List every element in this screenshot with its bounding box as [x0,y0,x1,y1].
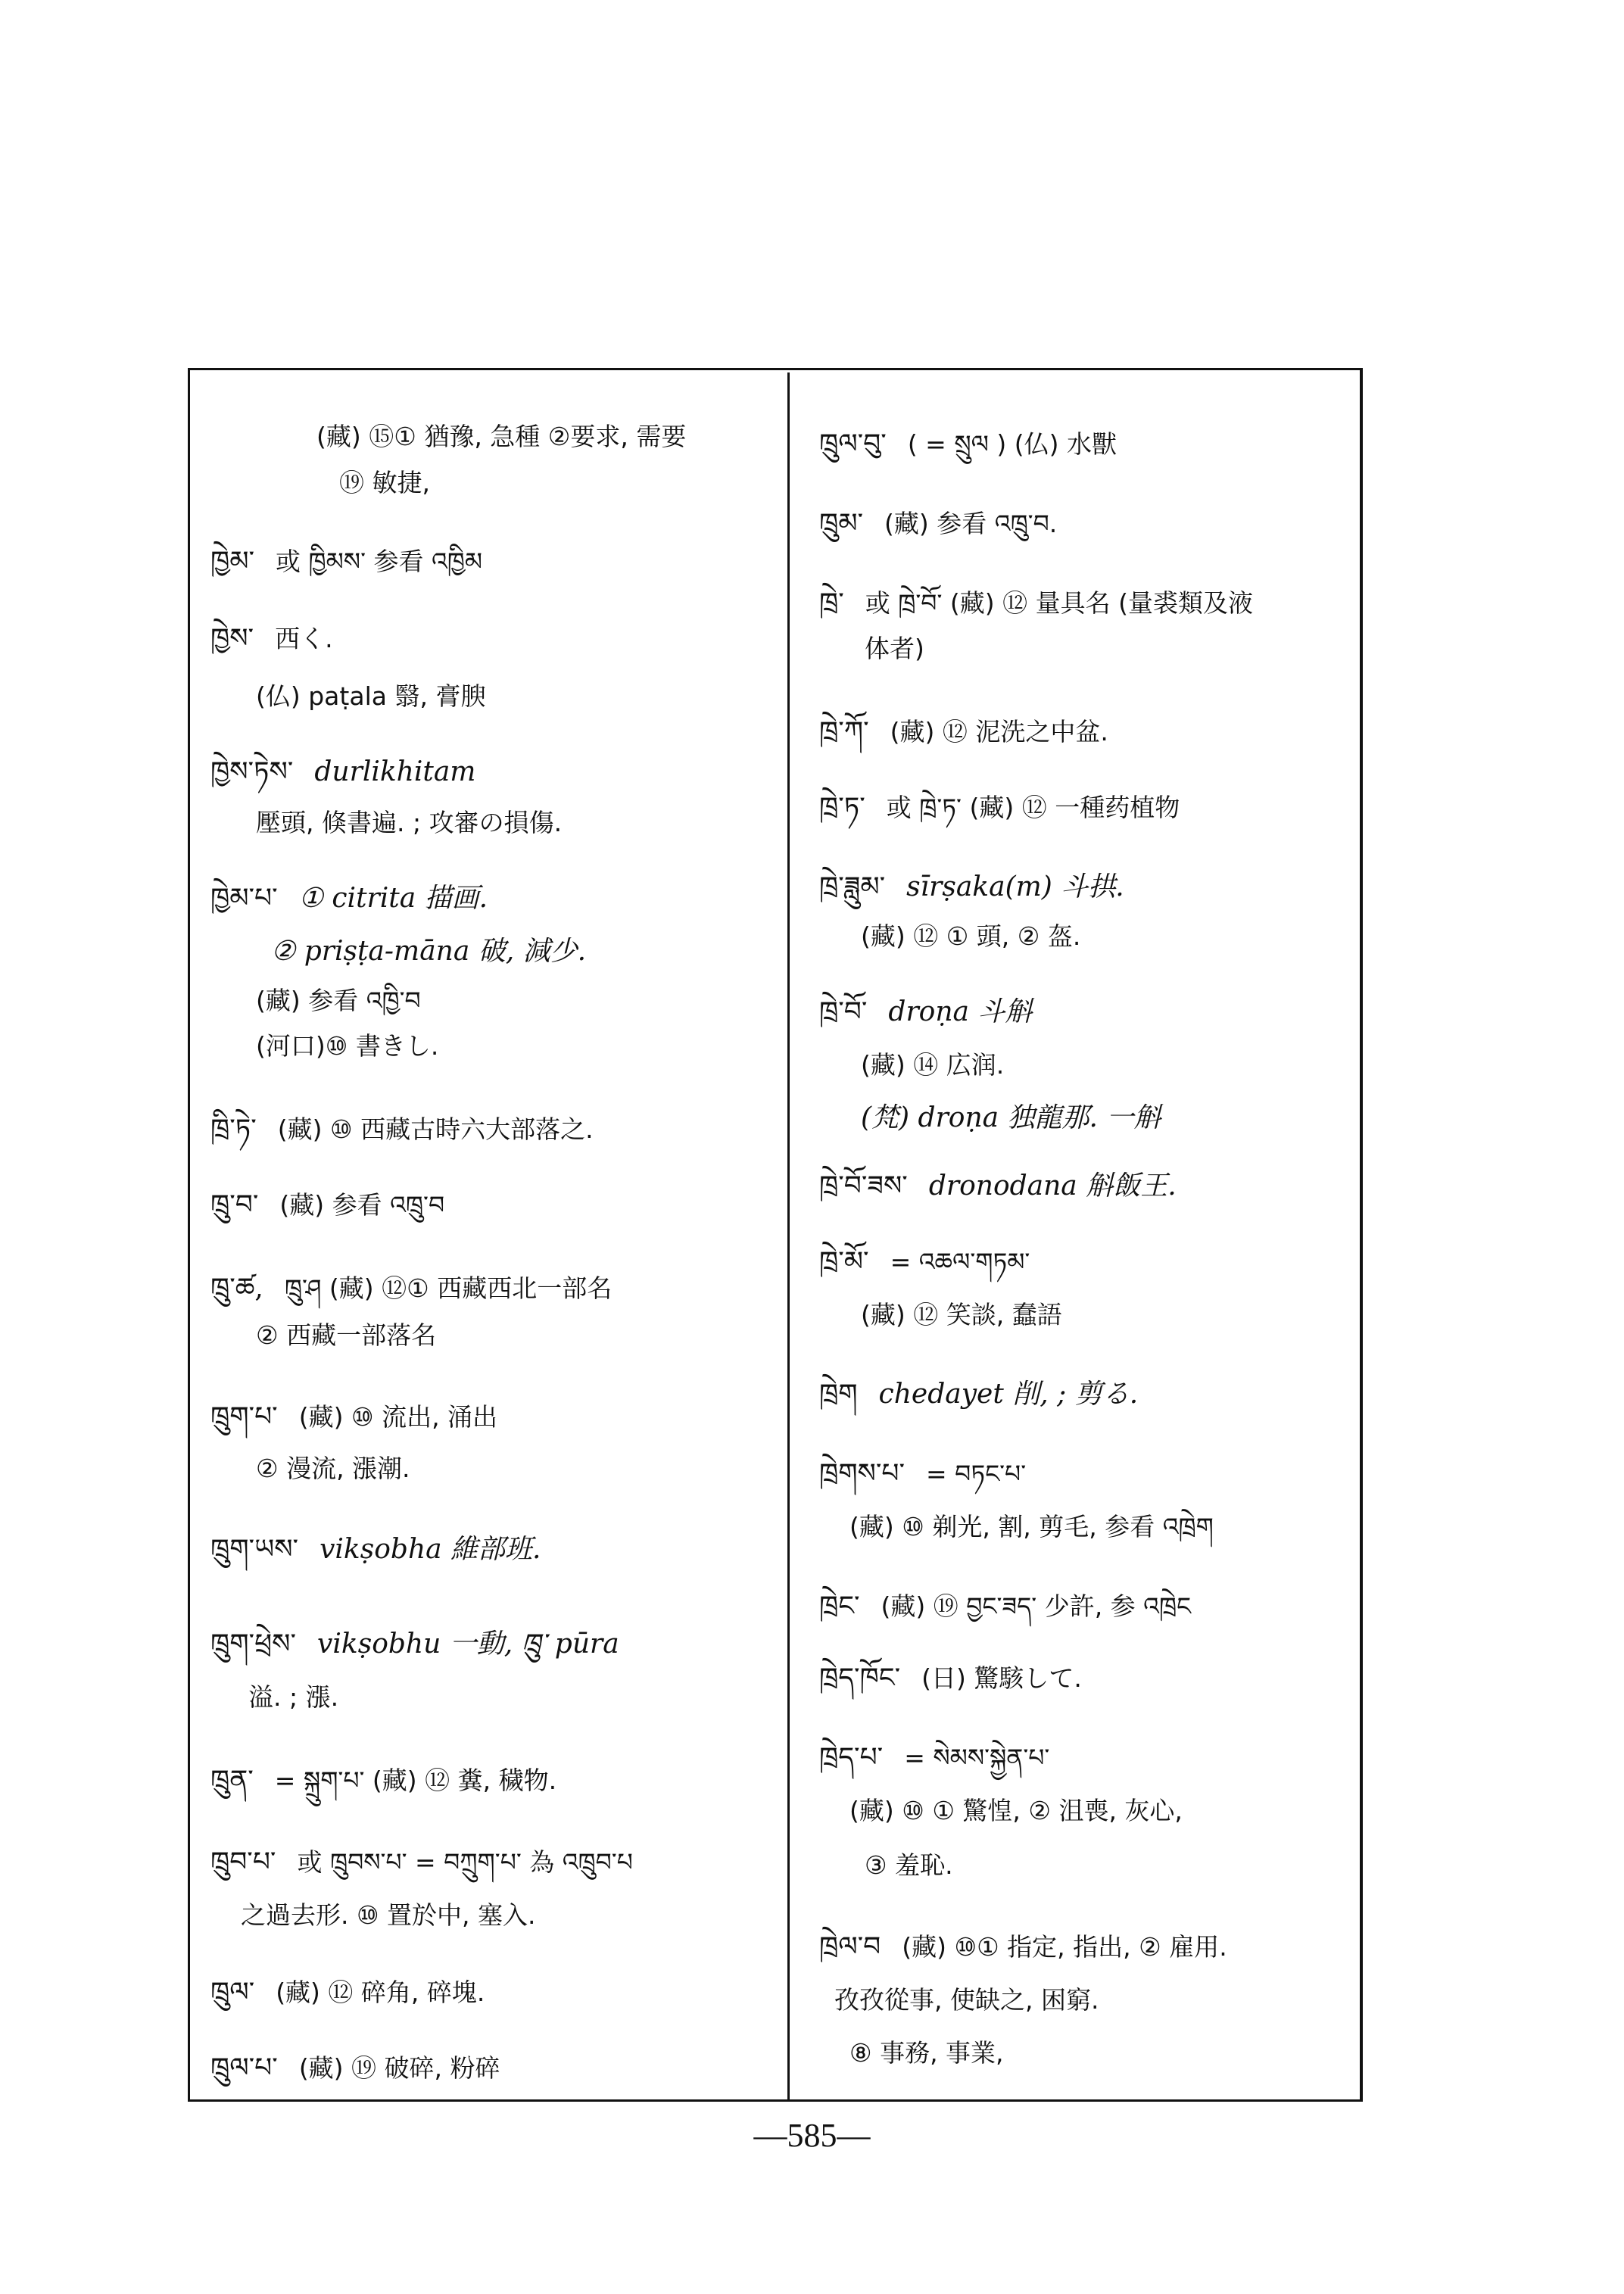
entry-line: 孜孜從事, 使缺之, 困窮. [834,1985,1099,2015]
entry-line: ཁྲུ་བ་ (藏) 参看 འཁྲུ་བ [210,1189,445,1220]
entry-line: (藏) 参看 འཁྱི་བ [256,986,421,1015]
entry-line: ⑧ 事務, 事業, [849,2038,1004,2068]
entry-line: ཁྱེས་ཏེས་ durlikhitam [210,756,476,787]
entry-line: (河口)⑩ 書きし. [256,1031,439,1061]
entry-line: ཁྲུ་ཚ, ཁྲུ་ཤ (藏) ⑫① 西藏西北一部名 [210,1273,613,1304]
entry-line: 溢. ; 漲. [248,1682,339,1712]
entry-line: ཁྱེས་ 西く. [210,623,333,654]
entry-line: ③ 羞恥. [865,1850,953,1880]
entry-line: (梵) droṇa 独龍那. 一斛 [861,1102,1161,1133]
entry-line: ② 漫流, 漲潮. [256,1454,410,1483]
entry-line: ཁྲུལ་བུ་ ( = སྲུལ ) (仏) 水獸 [819,429,1117,460]
entry-line: 体者) [865,634,924,663]
entry-line: 之過去形. ⑩ 置於中, 塞入. [241,1900,536,1930]
entry-line: (藏) ⑮① 猶豫, 急種 ②要求, 需要 [316,422,687,451]
page-number: —585— [753,2117,871,2154]
entry-line: ཁྱེམ་ 或 ཁྱིམས་ 参看 འཁྱིམ [210,546,483,577]
entry-line: ཁྲུག་ཕྲེས་ vikṣobhu 一動, ཁྲུ་ pūra [210,1629,619,1660]
entry-line: ཁྲི་ཏེ་ (藏) ⑩ 西藏古時六大部落之. [210,1114,594,1145]
entry-line: ཁྲེ་ཟླུམ་ sīrṣaka(m) 斗拱. [819,871,1124,902]
entry-line: ཁྲུལ་པ་ (藏) ⑲ 破碎, 粉碎 [210,2052,500,2084]
entry-line: ཁྲུག་ཡས་ vikṣobha 維部班. [210,1534,541,1565]
entry-line: ཁྲུག་པ་ (藏) ⑩ 流出, 涌出 [210,1401,498,1432]
entry-line: ཁྱེམ་པ་ ① citrita 描画. [210,883,488,914]
entry-line: ཁྲེ་བོ་ཟས་ dronodana 斛飯王. [819,1170,1177,1202]
entry-line: ཁྲེ་ཀོ་ (藏) ⑫ 泥洗之中盆. [819,716,1108,747]
entry-line: (藏) ⑫ ① 頭, ② 盔. [861,921,1081,951]
entry-line: (仏) paṭala 翳, 膏腴 [256,681,486,711]
entry-line: ཁྲེད་པ་ = སེམས་སྐྱེན་པ་ [819,1742,1050,1773]
entry-line: (藏) ⑩ 剃光, 割, 剪毛, 参看 འཁྲེག [849,1512,1214,1541]
entry-line: ② priṣṭa-māna 破, 減少. [271,936,587,967]
entry-line: ཁྲེ་ 或 ཁྲེ་བོ་ (藏) ⑫ 量具名 (量裘類及液 [819,588,1253,619]
entry-line: ཁྲུན་ = སྐྲུག་པ་ (藏) ⑫ 糞, 穢物. [210,1765,557,1796]
entry-line: (藏) ⑭ 広润. [861,1050,1005,1080]
entry-line: ཁྲེང་ (藏) ⑲ བྱང་ཟད་ 少許, 参 འཁྲེང [819,1591,1192,1622]
entry-line: ⑲ 敏捷, [339,468,430,497]
entry-line: ཁྲེ་བོ་ droṇa 斗斛 [819,996,1033,1027]
entry-line: ཁྲེལ་བ (藏) ⑩① 指定, 指出, ② 雇用. [819,1931,1227,1962]
entry-line: ཁྲུབ་པ་ 或 ཁྲུབས་པ་ = བཀྲུག་པ་ 為 འཁྲུབ་པ [210,1847,633,1878]
entry-line: (藏) ⑫ 笑談, 蠢語 [861,1300,1062,1329]
entry-line: ཁྲུལ་ (藏) ⑫ 碎角, 碎塊. [210,1977,485,2008]
entry-line: (藏) ⑩ ① 驚惶, ② 沮喪, 灰心, [849,1796,1183,1825]
column-divider [787,372,790,2102]
entry-line: ཁྲེ་ཏ་ 或 ཁྲེ་ཏ་ (藏) ⑫ 一種药植物 [819,792,1180,823]
entry-line: ② 西藏一部落名 [256,1320,437,1350]
entry-line: 壓頭, 倏書遍. ; 攻審の損傷. [256,808,563,837]
entry-line: ཁྲེགས་པ་ = བཏང་པ་ [819,1458,1027,1489]
entry-line: ཁྲེ་མོ་ = འཆལ་གཏམ་ [819,1246,1030,1277]
page-frame [188,368,1363,2102]
entry-line: ཁྲེག chedayet 削, ; 剪る. [819,1379,1139,1410]
entry-line: ཁྲུམ་ (藏) 参看 འཁྲུ་བ. [819,508,1058,539]
entry-line: ཁྲེད་ཁོང་ (日) 驚駭して. [819,1663,1082,1694]
